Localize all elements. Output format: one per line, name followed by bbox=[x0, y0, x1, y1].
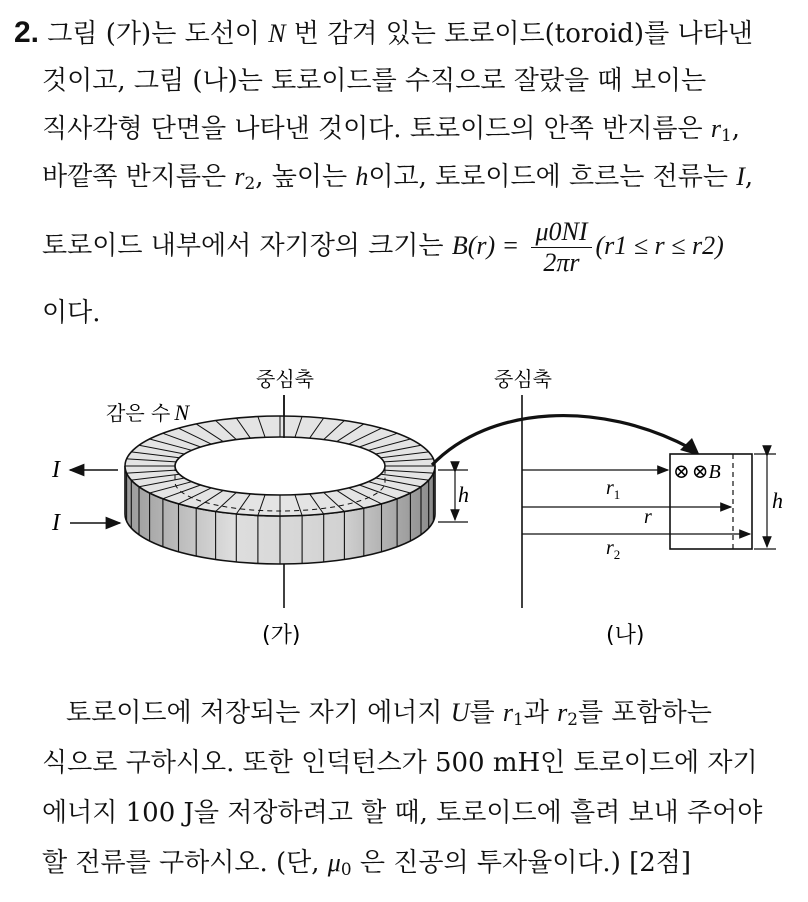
figure-b-cross-section bbox=[494, 367, 783, 648]
toroid-figures bbox=[0, 350, 808, 670]
axis-label-b: 중심축 bbox=[494, 367, 552, 391]
turns-label: 감은 수 N bbox=[106, 400, 190, 425]
task-line-3: 에너지 100 J을 저장하려고 할 때, 토로이드에 흘려 보내 주어야 bbox=[42, 798, 763, 828]
connector-arrow bbox=[432, 416, 690, 465]
caption-b: (나) bbox=[606, 623, 645, 648]
question-line-4: 바깥쪽 반지름은 $r_2$, 높이는 h이고, 토로이드에 흐르는 전류는 I, bbox=[42, 162, 754, 194]
field-into-page-label: ⊗ ⊗B bbox=[673, 461, 721, 483]
question-number: 2. bbox=[14, 16, 40, 49]
r1-label: $r_1$ bbox=[606, 477, 621, 502]
question-line-2: 것이고, 그림 (나)는 토로이드를 수직으로 잘랐을 때 보이는 bbox=[42, 66, 707, 96]
question-line-6: 이다. bbox=[42, 298, 101, 328]
toroid-hole bbox=[175, 437, 385, 495]
field-fraction: $\frac{\mu 0NI}{2\pi r}$ bbox=[531, 217, 591, 278]
height-label-a: h bbox=[458, 482, 469, 507]
r2-label: $r_2$ bbox=[606, 537, 621, 562]
r-label: r bbox=[644, 506, 652, 528]
figure-a-toroid bbox=[51, 367, 469, 648]
task-line-2: 식으로 구하시오. 또한 인덕턴스가 500 mH인 토로이드에 자기 bbox=[42, 748, 758, 778]
task-line-4: 할 전류를 구하시오. (단, $\mu_0$ 은 진공의 투자율이다.) [2점] bbox=[42, 848, 692, 880]
question-line-3: 직사각형 단면을 나타낸 것이다. 토로이드의 안쪽 반지름은 $r_1$, bbox=[42, 114, 741, 146]
caption-a: (가) bbox=[262, 623, 301, 648]
question-line-5: 토로이드 내부에서 자기장의 크기는 B(r) = $\frac{\mu 0NI}{2\pi r}$ (r1 ≤ r ≤ r2) bbox=[42, 216, 724, 277]
question-line-1: 2. 그림 (가)는 도선이 N 번 감겨 있는 토로이드(toroid)를 나타낸 bbox=[14, 16, 753, 49]
task-line-1: 토로이드에 저장되는 자기 에너지 U를 $r_1$과 $r_2$를 포함하는 bbox=[66, 698, 712, 730]
height-label-b: h bbox=[772, 488, 783, 513]
current-out-label: I bbox=[52, 510, 60, 536]
axis-label-a: 중심축 bbox=[256, 367, 314, 391]
current-in-label: I bbox=[52, 457, 60, 483]
